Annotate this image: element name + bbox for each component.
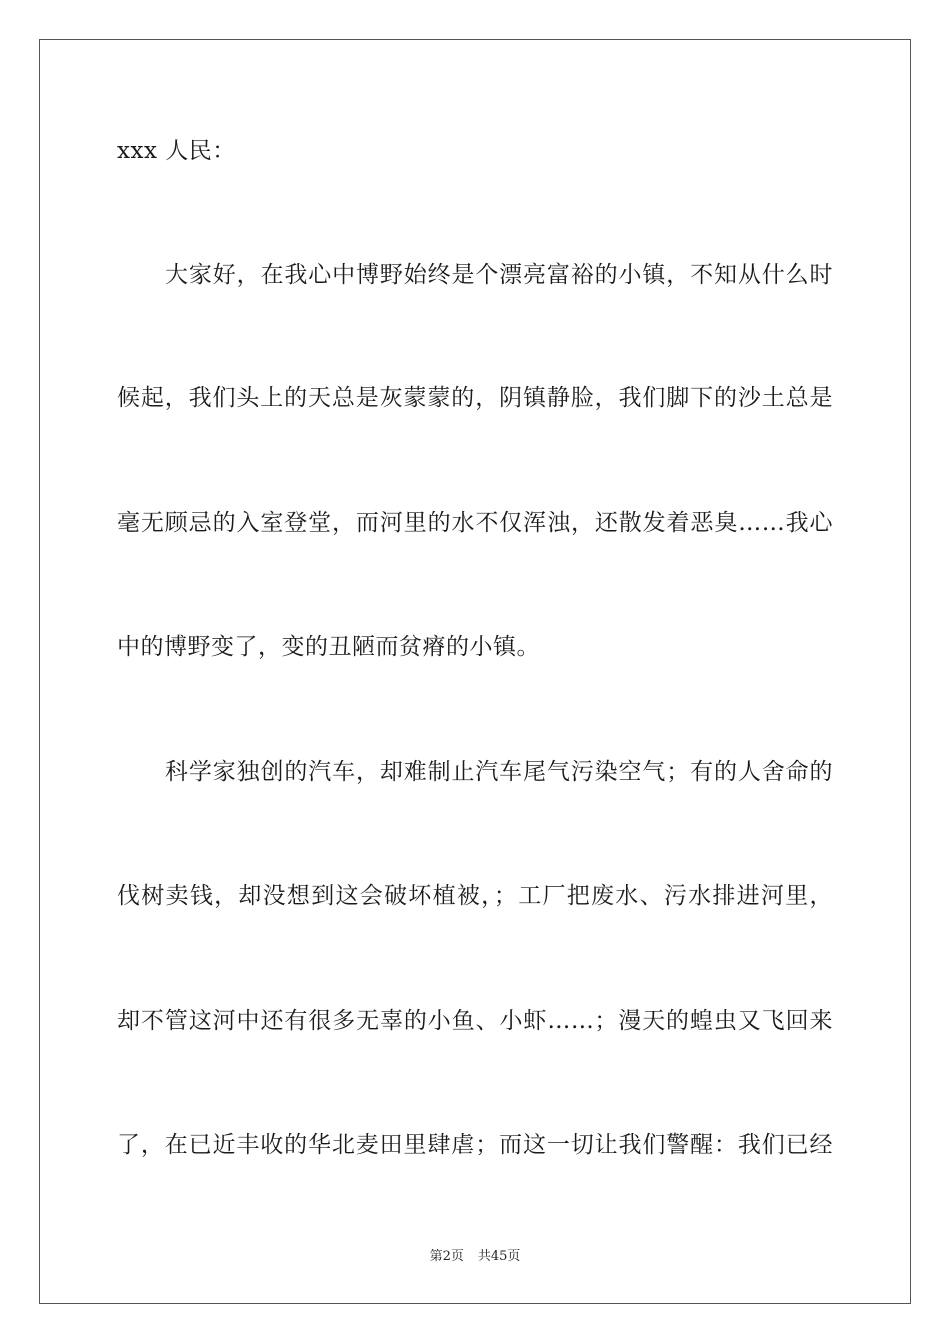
- paragraph-2-line-3: 却不管这河中还有很多无辜的小鱼、小虾……；漫天的蝗虫又飞回来: [117, 1008, 833, 1034]
- page-border: [39, 39, 911, 1304]
- paragraph-1-line-4: 中的博野变了，变的丑陋而贫瘠的小镇。: [117, 634, 540, 660]
- paragraph-1-line-2: 候起，我们头上的天总是灰蒙蒙的，阴镇静脸，我们脚下的沙土总是: [117, 385, 833, 411]
- page-number: 第2页: [429, 1249, 464, 1264]
- paragraph-2-line-1: 科学家独创的汽车，却难制止汽车尾气污染空气；有的人舍命的: [165, 759, 833, 785]
- salutation: xxx 人民：: [117, 138, 236, 164]
- page-total: 共45页: [477, 1249, 521, 1264]
- paragraph-1-line-3: 毫无顾忌的入室登堂，而河里的水不仅浑浊，还散发着恶臭……我心: [117, 510, 833, 536]
- page-footer: [0, 1248, 950, 1266]
- paragraph-2-line-4: 了，在已近丰收的华北麦田里肆虐；而这一切让我们警醒：我们已经: [117, 1132, 833, 1158]
- paragraph-1-line-1: 大家好，在我心中博野始终是个漂亮富裕的小镇，不知从什么时: [165, 262, 833, 288]
- paragraph-2-line-2: 伐树卖钱，却没想到这会破坏植被，；工厂把废水、污水排进河里，: [117, 883, 833, 909]
